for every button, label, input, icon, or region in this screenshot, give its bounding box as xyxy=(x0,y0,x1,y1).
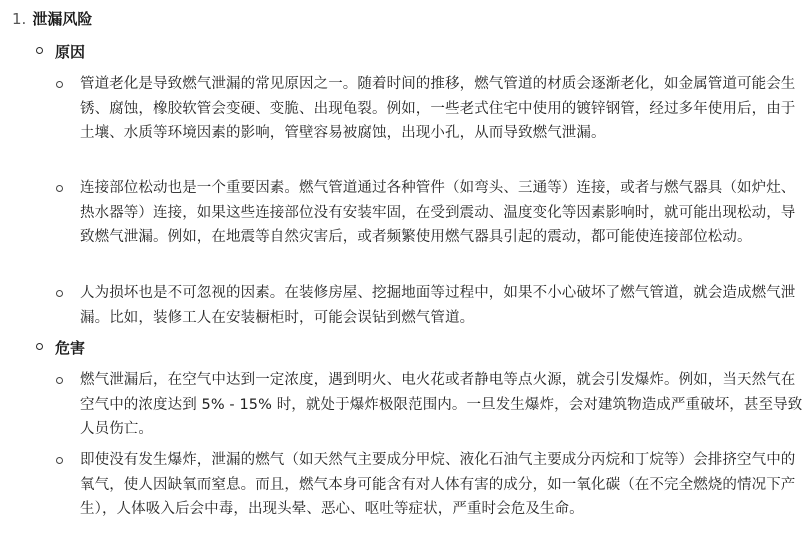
paragraph-text: 燃气泄漏后，在空气中达到一定浓度，遇到明火、电火花或者静电等点火源，就会引发爆炸。例如，当天然气在空气中的浓度达到 5% - 15% 时，就处于爆炸极限范围内。一旦发生爆炸，会对建筑物造成严重破坏，甚至导致人员伤亡。 xyxy=(80,372,803,437)
list-item-leak-risk xyxy=(12,8,92,30)
subsection-hazards xyxy=(36,337,85,359)
paragraph-text: 管道老化是导致燃气泄漏的常见原因之一。随着时间的推移，燃气管道的材质会逐渐老化，如金属管道可能会生锈、腐蚀，橡胶软管会变硬、变脆、出现龟裂。例如，一些老式住宅中使用的镀锌钢管，经过多年使用后，由于土壤、水质等环境因素的影响，管壁容易被腐蚀，出现小孔，从而导致燃气泄漏。 xyxy=(80,76,796,141)
section-heading: 泄漏风险 xyxy=(32,10,93,28)
hollow-bullet-icon xyxy=(36,343,43,350)
subsection-heading: 原因 xyxy=(55,43,86,61)
list-item xyxy=(56,176,806,250)
list-item xyxy=(56,448,806,522)
subsection-heading: 危害 xyxy=(55,339,86,357)
hollow-bullet-icon xyxy=(56,290,63,297)
paragraph-text: 连接部位松动也是一个重要因素。燃气管道通过各种管件（如弯头、三通等）连接，或者与燃气器具（如炉灶、热水器等）连接，如果这些连接部位没有安装牢固，在受到震动、温度变化等因素影响时，就可能出现松动，导致燃气泄漏。例如，在地震等自然灾害后，或者频繁使用燃气器具引起的震动，都可能使连接部位松动。 xyxy=(80,180,796,245)
list-item xyxy=(56,281,806,330)
list-item xyxy=(56,368,806,442)
list-item xyxy=(56,72,806,146)
hollow-bullet-icon xyxy=(36,47,43,54)
paragraph-text: 人为损坏也是不可忽视的因素。在装修房屋、挖掘地面等过程中，如果不小心破坏了燃气管道，就会造成燃气泄漏。比如，装修工人在安装橱柜时，可能会误钻到燃气管道。 xyxy=(80,285,796,326)
hollow-bullet-icon xyxy=(56,377,63,384)
paragraph-text: 即使没有发生爆炸，泄漏的燃气（如天然气主要成分甲烷、液化石油气主要成分丙烷和丁烷等）会排挤空气中的氧气，使人因缺氧而窒息。而且，燃气本身可能含有对人体有害的成分，如一氧化碳（在不完全燃烧的情况下产生），人体吸入后会中毒，出现头晕、恶心、呕吐等症状，严重时会危及生命。 xyxy=(80,452,796,517)
list-number: 1. xyxy=(12,10,27,28)
hollow-bullet-icon xyxy=(56,81,63,88)
subsection-causes xyxy=(36,41,85,63)
hollow-bullet-icon xyxy=(56,457,63,464)
hollow-bullet-icon xyxy=(56,185,63,192)
